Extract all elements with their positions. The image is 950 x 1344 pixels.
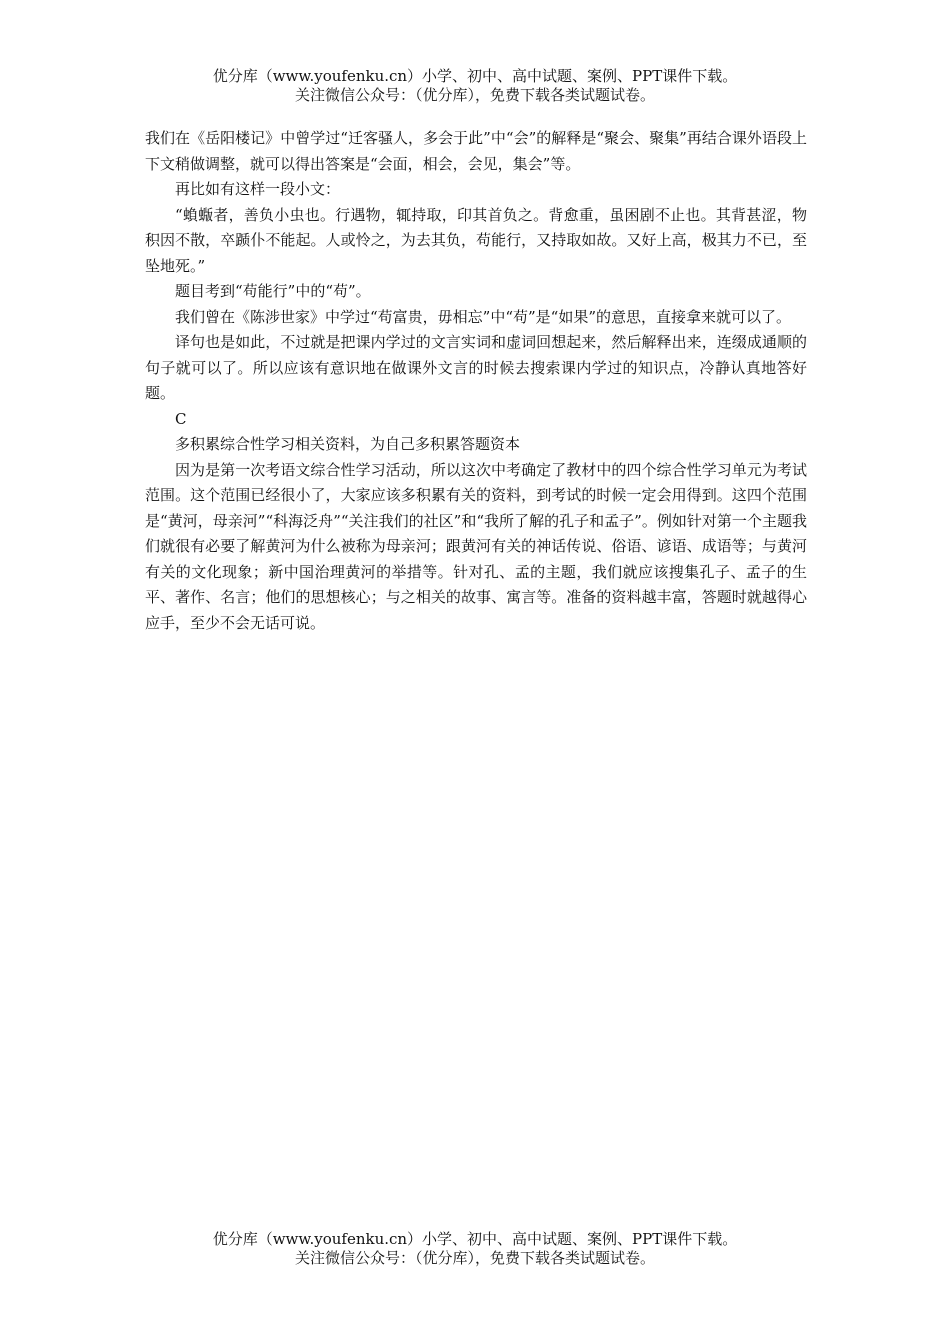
paragraph-5: 我们曾在《陈涉世家》中学过“苟富贵，毋相忘”中“苟”是“如果”的意思，直接拿来就可以了。	[175, 307, 792, 326]
paragraph-6: 译句也是如此，不过就是把课内学过的文言实词和虚词回想起来，然后解释出来，连缀成通顺的句子就可以了。所以应该有意识地在做课外文言的时候去搜索课内学过的知识点，冷静认真地答好题。	[145, 333, 807, 402]
paragraph-1: 我们在《岳阳楼记》中曾学过“迁客骚人，多会于此”中“会”的解释是“聚会、聚集”再结合课外语段上下文稍做调整，就可以得出答案是“会面，相会，会见，集会”等。	[145, 129, 807, 173]
footer-line-2: 关注微信公众号：（优分库），免费下载各类试题试卷。	[294, 1249, 655, 1267]
section-label: C	[175, 409, 187, 428]
quoted-passage: “蝜蝂者，善负小虫也。行遇物，辄持取，印其首负之。背愈重，虽困剧不止也。其背甚涩，物积因不散，卒踬仆不能起。人或怜之，为去其负，苟能行，又持取如故。又好上高，极其力不已，至坠地死。”	[145, 205, 807, 275]
paragraph-4: 题目考到“苟能行”中的“苟”。	[175, 282, 371, 300]
paragraph-9: 因为是第一次考语文综合性学习活动，所以这次中考确定了教材中的四个综合性学习单元为考试范围。这个范围已经很小了，大家应该多积累有关的资料，到考试的时候一定会用得到。这四个范围是“黄河，母亲河”“科海泛舟”“关注我们的社区”和“我所了解的孔子和孟子”。例如针对第一个主题我们就很有必要了解黄河为什么被称为母亲河；跟黄河有关的神话传说、俗语、谚语、成语等；与黄河有关的文化现象；新中国治理黄河的举措等。针对孔、孟的主题，我们就应该搜集孔子、孟子的生平、著作、名言；他们的思想核心；与之相关的故事、寓言等。准备的资料越丰富，答题时就越得心应手，至少不会无话可说。	[145, 460, 807, 632]
header-line-1: 优分库（www.youfenku.cn）小学、初中、高中试题、案例、PPT课件下载。	[212, 67, 738, 85]
page-footer	[0, 1230, 950, 1268]
section-heading: 多积累综合性学习相关资料，为自己多积累答题资本	[175, 435, 521, 453]
paragraph-2: 再比如有这样一段小文：	[175, 180, 341, 198]
document-body	[145, 126, 807, 636]
footer-line-1: 优分库（www.youfenku.cn）小学、初中、高中试题、案例、PPT课件下载。	[212, 1230, 738, 1248]
page-header	[0, 67, 950, 105]
header-line-2: 关注微信公众号：（优分库），免费下载各类试题试卷。	[294, 86, 655, 104]
